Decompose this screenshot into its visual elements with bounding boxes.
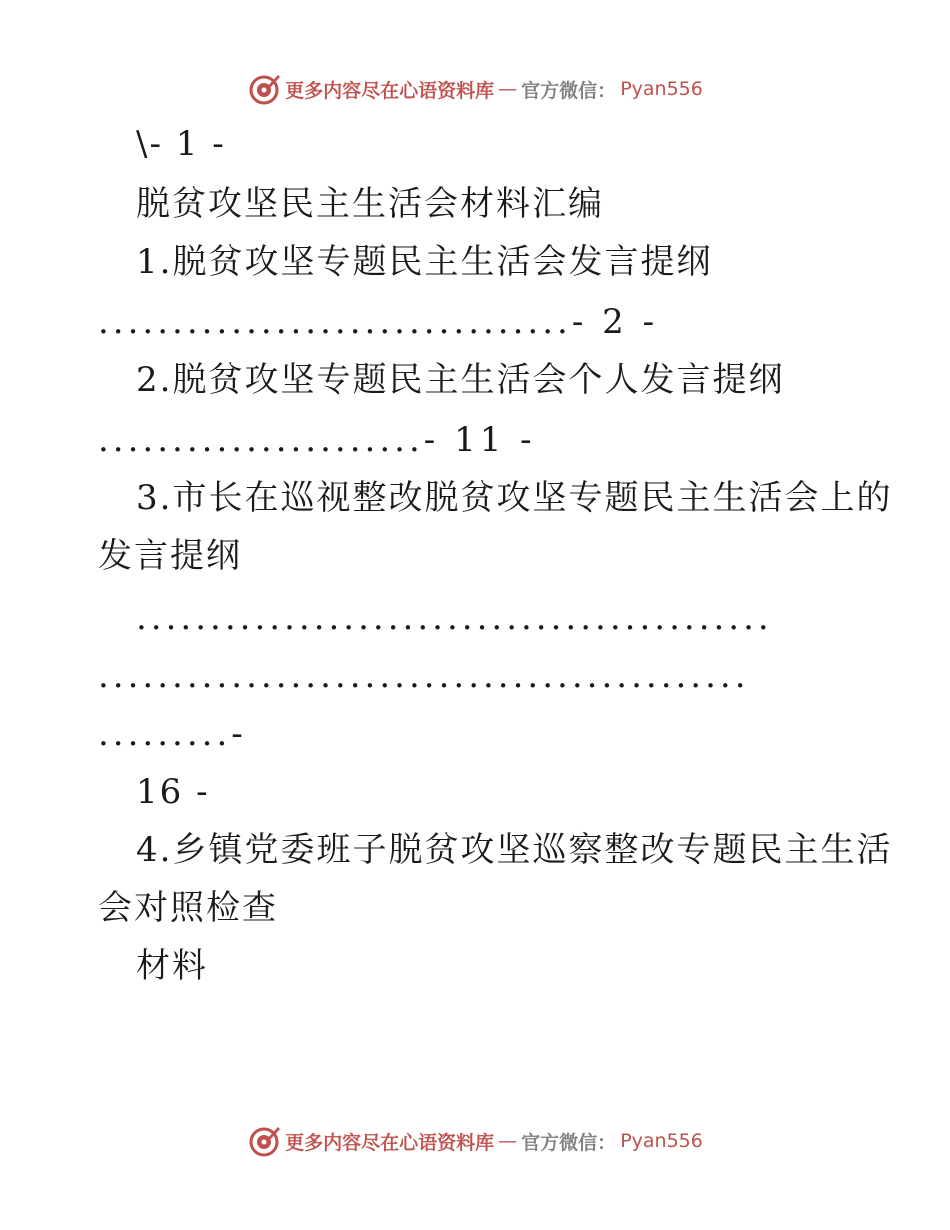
quill-logo-icon (247, 72, 281, 106)
toc-entry-2-title: 2.脱贫攻坚专题民主生活会个人发言提纲 (136, 360, 785, 400)
footer-watermark (0, 1124, 950, 1158)
toc-entry-3-leader-2: ............................................ (98, 656, 750, 696)
quill-logo-icon (247, 1124, 281, 1158)
header-watermark (0, 72, 950, 106)
watermark-dash: — (498, 78, 518, 100)
watermark-wechat-label: 官方微信： (521, 1131, 617, 1154)
watermark-wechat-id: Pyan556 (620, 78, 703, 100)
toc-entry-4-title: 4.乡镇党委班子脱贫攻坚巡察整改专题民主生活 (136, 830, 893, 870)
toc-entry-4-title-cont2: 材料 (136, 946, 208, 986)
watermark-wechat-id: Pyan556 (620, 1130, 703, 1152)
toc-entry-3-title-cont: 发言提纲 (98, 536, 242, 576)
toc-entry-3-leader-1: ........................................... (136, 598, 773, 638)
toc-entry-1-leader: ................................- 2 - (98, 302, 659, 342)
page-number: \- 1 - (136, 124, 226, 164)
toc-entry-4-title-cont: 会对照检查 (98, 888, 278, 928)
toc-entry-3-leader-3: .........- (98, 714, 247, 754)
watermark-main-text: 更多内容尽在心语资料库 (285, 79, 495, 102)
toc-entry-3-title: 3.市长在巡视整改脱贫攻坚专题民主生活会上的 (136, 478, 893, 518)
toc-entry-3-page: 16 - (136, 772, 210, 812)
watermark-dash: — (498, 1130, 518, 1152)
toc-entry-1-title: 1.脱贫攻坚专题民主生活会发言提纲 (136, 242, 713, 282)
toc-entry-2-leader: ......................- 11 - (98, 420, 536, 460)
watermark-wechat-label: 官方微信： (521, 79, 617, 102)
watermark-main-text: 更多内容尽在心语资料库 (285, 1131, 495, 1154)
document-title: 脱贫攻坚民主生活会材料汇编 (136, 184, 604, 224)
